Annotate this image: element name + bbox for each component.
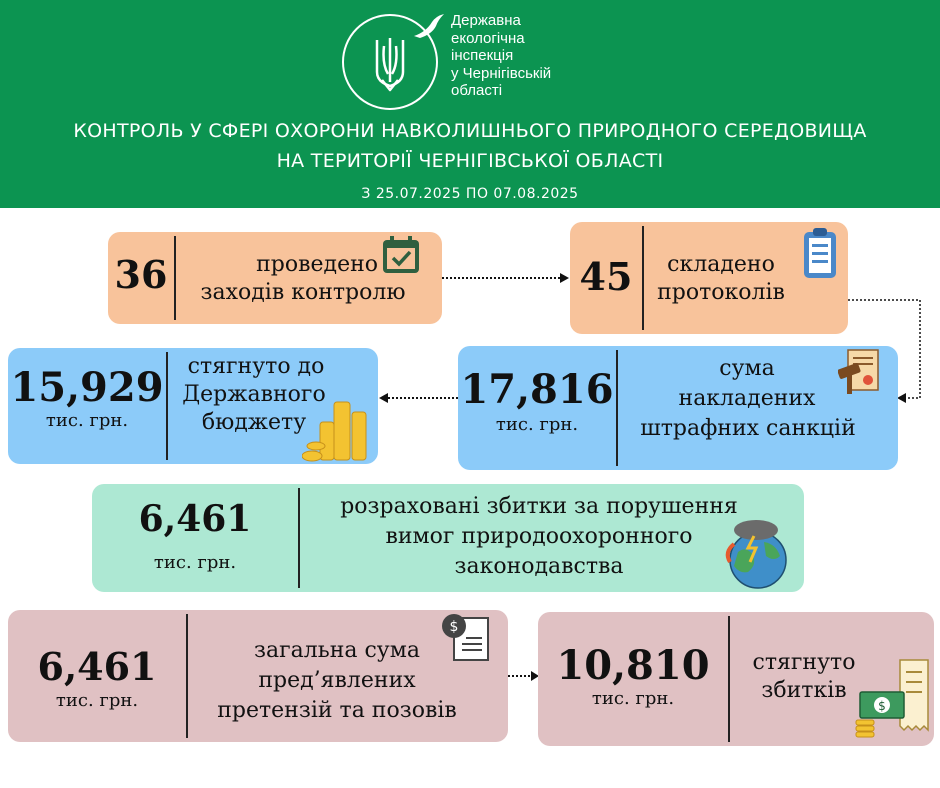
arrow-to-protocols xyxy=(442,272,570,284)
protocols-card xyxy=(570,222,848,334)
fines-card xyxy=(458,346,898,470)
coins-icon xyxy=(302,398,372,464)
damages-collected-unit: тис. грн. xyxy=(591,688,675,709)
claims-label-line3: претензій та позовів xyxy=(217,698,457,723)
inspections-label-line2: заходів контролю xyxy=(200,280,406,305)
budget-collected-label-line1: стягнуто до xyxy=(187,354,325,379)
budget-collected-label-line3: бюджету xyxy=(201,410,307,435)
planet-pollution-icon xyxy=(720,518,800,590)
damages-collected-label-line2: збитків xyxy=(761,678,847,703)
invoice-icon xyxy=(440,612,496,668)
divider xyxy=(642,226,644,330)
claims-label-line2: пред’явлених xyxy=(258,668,416,693)
arrow-to-damages-collected xyxy=(508,670,540,682)
damages-calculated-label-line2: вимог природоохоронного xyxy=(385,524,693,549)
bird-icon xyxy=(412,12,446,40)
damages-calculated-value: 6,461 xyxy=(138,498,252,540)
damages-collected-value: 10,810 xyxy=(556,642,710,689)
reporting-period: З 25.07.2025 ПО 07.08.2025 xyxy=(361,186,579,202)
fines-label-line2: накладених xyxy=(678,386,816,411)
organization-name xyxy=(451,12,611,100)
divider xyxy=(616,350,618,466)
svg-text:$: $ xyxy=(878,699,886,713)
budget-collected-label-line2: Державного xyxy=(182,382,326,407)
protocols-label-line1: складено xyxy=(667,252,775,277)
protocols-label-line2: протоколів xyxy=(657,280,785,305)
damages-calculated-card xyxy=(92,484,804,592)
divider xyxy=(186,614,188,738)
fines-value: 17,816 xyxy=(460,366,614,413)
svg-text:$: $ xyxy=(449,619,459,635)
inspections-label-line1: проведено xyxy=(256,252,378,277)
protocols-value: 45 xyxy=(579,254,633,299)
damages-calculated-unit: тис. грн. xyxy=(153,552,237,573)
claims-unit: тис. грн. xyxy=(55,690,139,711)
divider xyxy=(298,488,300,588)
divider xyxy=(174,236,176,320)
budget-collected-unit: тис. грн. xyxy=(45,410,129,431)
fines-label-line3: штрафних санкцій xyxy=(640,416,856,441)
claims-label-line1: загальна сума xyxy=(254,638,420,663)
budget-collected-card xyxy=(8,348,378,464)
fines-label-line1: сума xyxy=(719,356,775,381)
divider xyxy=(728,616,730,742)
damages-collected-label-line1: стягнуто xyxy=(752,650,856,675)
inspections-value: 36 xyxy=(114,252,168,297)
clipboard-icon xyxy=(800,226,840,280)
damages-calculated-label-line1: розраховані збитки за порушення xyxy=(340,494,738,519)
budget-collected-value: 15,929 xyxy=(10,364,164,411)
receipt-money-icon xyxy=(852,658,934,738)
damages-calculated-label-line3: законодавства xyxy=(454,554,624,579)
claims-card xyxy=(8,610,508,742)
org-line: області xyxy=(451,82,503,99)
page-title-line1: КОНТРОЛЬ У СФЕРІ ОХОРОНИ НАВКОЛИШНЬОГО ПРИРОДНОГО СЕРЕДОВИЩА xyxy=(73,120,867,142)
calendar-check-icon xyxy=(380,234,422,276)
header xyxy=(0,0,940,208)
inspections-card xyxy=(108,232,442,324)
claims-value: 6,461 xyxy=(37,644,157,689)
org-line: екологічна xyxy=(451,29,525,47)
arrow-to-budget xyxy=(378,392,462,404)
fines-unit: тис. грн. xyxy=(495,414,579,435)
gavel-document-icon xyxy=(838,348,882,396)
org-line: Державна xyxy=(451,12,521,29)
damages-collected-card xyxy=(538,612,934,746)
org-line: у Чернігівській xyxy=(451,64,552,82)
page-title-line2: НА ТЕРИТОРІЇ ЧЕРНІГІВСЬКОЇ ОБЛАСТІ xyxy=(276,150,664,172)
org-line: інспекція xyxy=(451,47,514,64)
